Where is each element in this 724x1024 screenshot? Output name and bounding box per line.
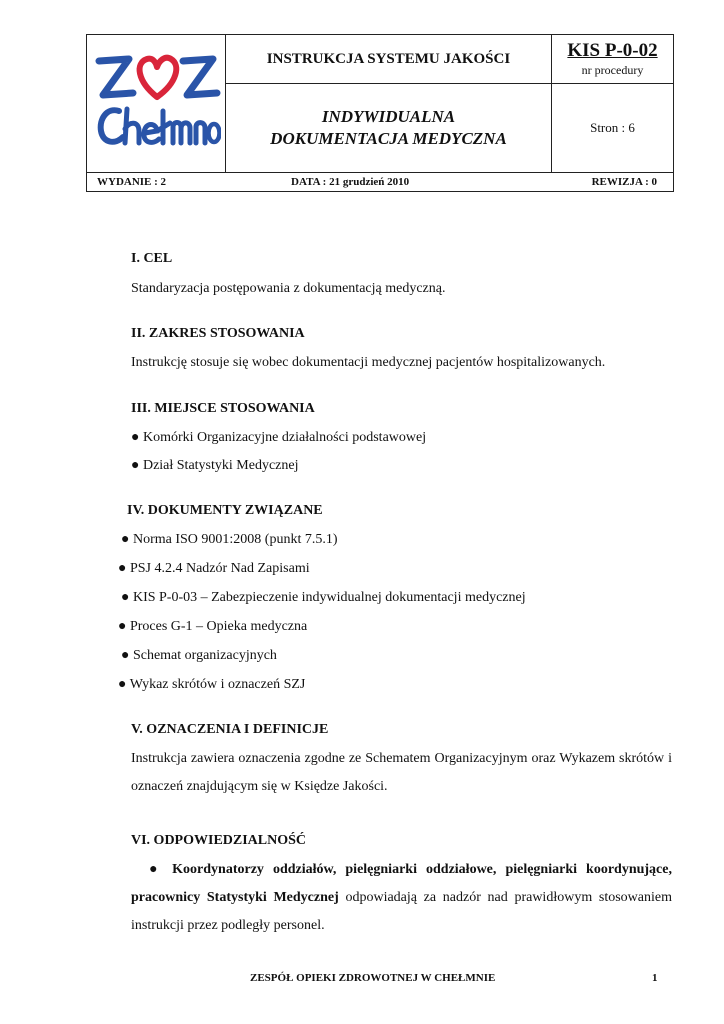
system-title: INSTRUKCJA SYSTEMU JAKOŚCI — [226, 35, 551, 84]
section-heading-cel: I. CEL — [131, 251, 173, 266]
list-item: ● Komórki Organizacyjne działalności podstawowej — [131, 430, 427, 445]
section-heading-miejsce: III. MIEJSCE STOSOWANIA — [131, 401, 315, 416]
logo-cell — [87, 35, 226, 172]
procedure-label: nr procedury — [581, 63, 644, 77]
list-item: ● Proces G-1 – Opieka medyczna — [118, 619, 308, 634]
responsibility-description: odpowiadają za nadzór nad prawidłowym stosowaniem instrukcji przez podległy personel. — [131, 890, 672, 933]
section-text-odpowiedzialnosc — [131, 856, 672, 940]
revision: REWIZJA : 0 — [591, 176, 657, 188]
procedure-code: KIS P-0-02 — [567, 40, 658, 61]
list-item: ● Schemat organizacyjnych — [121, 648, 277, 663]
procedure-code-box — [552, 35, 673, 84]
page-number: 1 — [652, 972, 658, 984]
section-text-cel: Standaryzacja postępowania z dokumentacją medyczną. — [131, 281, 446, 296]
document-title-line-2: DOKUMENTACJA MEDYCZNA — [270, 128, 507, 148]
list-item: ● Norma ISO 9001:2008 (punkt 7.5.1) — [121, 532, 338, 547]
responsible-roles: ● Koordynatorzy oddziałów, pielęgniarki oddziałowe, pielęgniarki koordynujące, pracownicy Statystyki Medycznej — [131, 862, 672, 905]
header-meta-row — [87, 172, 673, 192]
section-text-zakres: Instrukcję stosuje się wobec dokumentacji medycznej pacjentów hospitalizowanych. — [131, 355, 606, 370]
date: DATA : 21 grudzień 2010 — [291, 176, 410, 188]
list-item: ● Wykaz skrótów i oznaczeń SZJ — [118, 677, 306, 692]
list-item: ● KIS P-0-03 – Zabezpieczenie indywidualnej dokumentacji medycznej — [121, 590, 526, 605]
procedure-cell — [552, 35, 673, 172]
document-title-line-1: INDYWIDUALNA — [321, 106, 456, 126]
footer-organization: ZESPÓŁ OPIEKI ZDROWOTNEJ W CHEŁMNIE — [250, 972, 496, 984]
section-heading-dokumenty: IV. DOKUMENTY ZWIĄZANE — [127, 503, 323, 518]
section-text-oznaczenia: Instrukcja zawiera oznaczenia zgodne ze Schematem Organizacyjnym oraz Wykazem skrótów i oznaczeń znajdującym się w Księdze Jakości. — [131, 751, 672, 794]
list-item: ● PSJ 4.2.4 Nadzór Nad Zapisami — [118, 561, 310, 576]
section-heading-odpowiedzialnosc: VI. ODPOWIEDZIALNOŚĆ — [131, 833, 307, 848]
section-heading-zakres: II. ZAKRES STOSOWANIA — [131, 326, 305, 341]
document-title — [226, 83, 551, 172]
edition: WYDANIE : 2 — [97, 176, 167, 188]
title-cell — [226, 35, 552, 172]
section-heading-oznaczenia: V. OZNACZENIA I DEFINICJE — [131, 722, 329, 737]
document-header-table — [86, 34, 674, 192]
list-item: ● Dział Statystyki Medycznej — [131, 458, 299, 473]
zoz-chelmno-logo — [93, 49, 221, 159]
page-count: Stron : 6 — [590, 119, 635, 135]
